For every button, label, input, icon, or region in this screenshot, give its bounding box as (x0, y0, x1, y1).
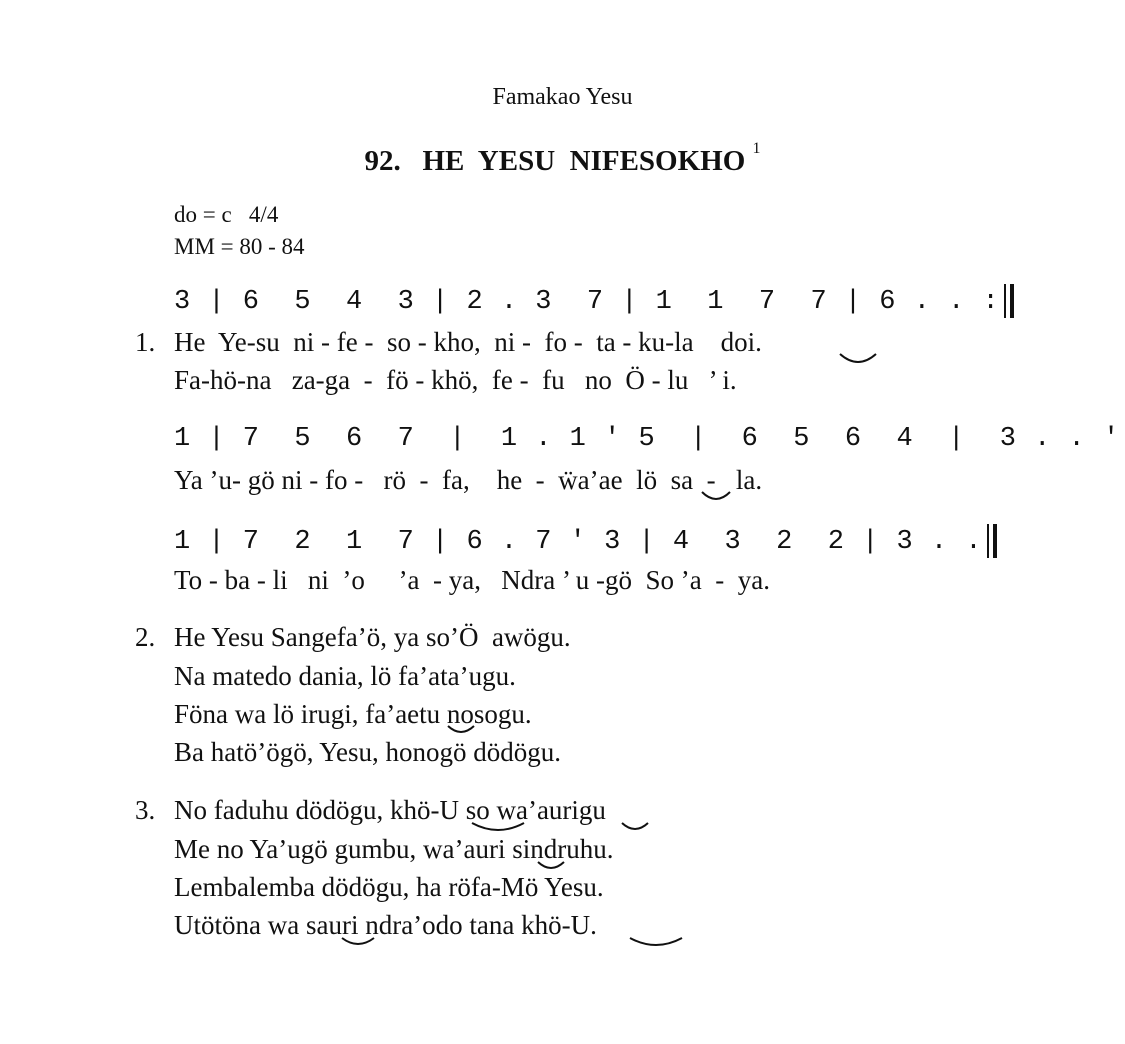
slur-mark (470, 821, 526, 835)
slur-mark (700, 490, 732, 504)
staff3-notes (174, 524, 997, 558)
footnote-mark: 1 (752, 140, 761, 158)
slur-mark (838, 352, 878, 368)
verse3-line-4: Utötöna wa sauri ndra’odo tana khö-U. (174, 910, 597, 940)
verse3-line-2: Me no Ya’ugö gumbu, wa’auri sindruhu. (174, 834, 614, 864)
staff1-notes-text: 3 | 6 5 4 3 | 2 . 3 7 | 1 1 7 7 | 6 . . : (174, 287, 1000, 318)
end-repeat-barline (1004, 284, 1014, 318)
slur-mark (446, 724, 476, 736)
verse2-line-2: Na matedo dania, lö fa’ata’ugu. (174, 661, 516, 691)
key-signature: do = c 4/4 (174, 202, 279, 227)
final-barline (987, 524, 997, 558)
staff1-notes (174, 284, 1014, 318)
slur-mark (628, 936, 684, 950)
staff1-lyric-line-1: He Ye-su ni - fe - so - kho, ni - fo - ta - ku-la doi. (174, 327, 762, 357)
verse2-line-3: Föna wa lö irugi, fa’aetu nosogu. (174, 699, 532, 729)
staff2-notes: 1 | 7 5 6 7 | 1 . 1 ' 5 | 6 5 6 4 | 3 . . ' (174, 424, 1121, 454)
slur-mark (340, 936, 376, 948)
verse-number-2: 2. (135, 622, 156, 652)
hymn-title-text: 92. HE YESU NIFESOKHO (364, 145, 746, 177)
staff3-notes-text: 1 | 7 2 1 7 | 6 . 7 ' 3 | 4 3 2 2 | 3 . . (174, 527, 983, 558)
staff2-lyric-line: Ya ’u- gö ni - fo - rö - fa, he - ẅa’ae lö sa - la. (174, 465, 763, 495)
verse3-line-3: Lembalemba dödögu, ha röfa-Mö Yesu. (174, 872, 604, 902)
section-title: Famakao Yesu (492, 84, 633, 110)
verse3-line-1: No faduhu dödögu, khö-U so wa’aurigu (174, 795, 606, 825)
verse-number-3: 3. (135, 795, 156, 825)
tempo-marking: MM = 80 - 84 (174, 234, 305, 259)
staff3-lyric-line: To - ba - li ni ’o ’a - ya, Ndra ’ u -gö So ’a - ya. (174, 565, 770, 595)
slur-mark (536, 860, 566, 872)
verse-number-1: 1. (135, 327, 156, 357)
verse2-line-4: Ba hatö’ögö, Yesu, honogö dödögu. (174, 737, 562, 767)
staff1-lyric-line-2: Fa-hö-na za-ga - fö - khö, fe - fu no Ö - lu ’ i. (174, 365, 737, 395)
slur-mark (620, 821, 650, 833)
verse2-line-1: He Yesu Sangefa’ö, ya so’Ö awögu. (174, 622, 571, 652)
hymn-title (0, 140, 1125, 178)
